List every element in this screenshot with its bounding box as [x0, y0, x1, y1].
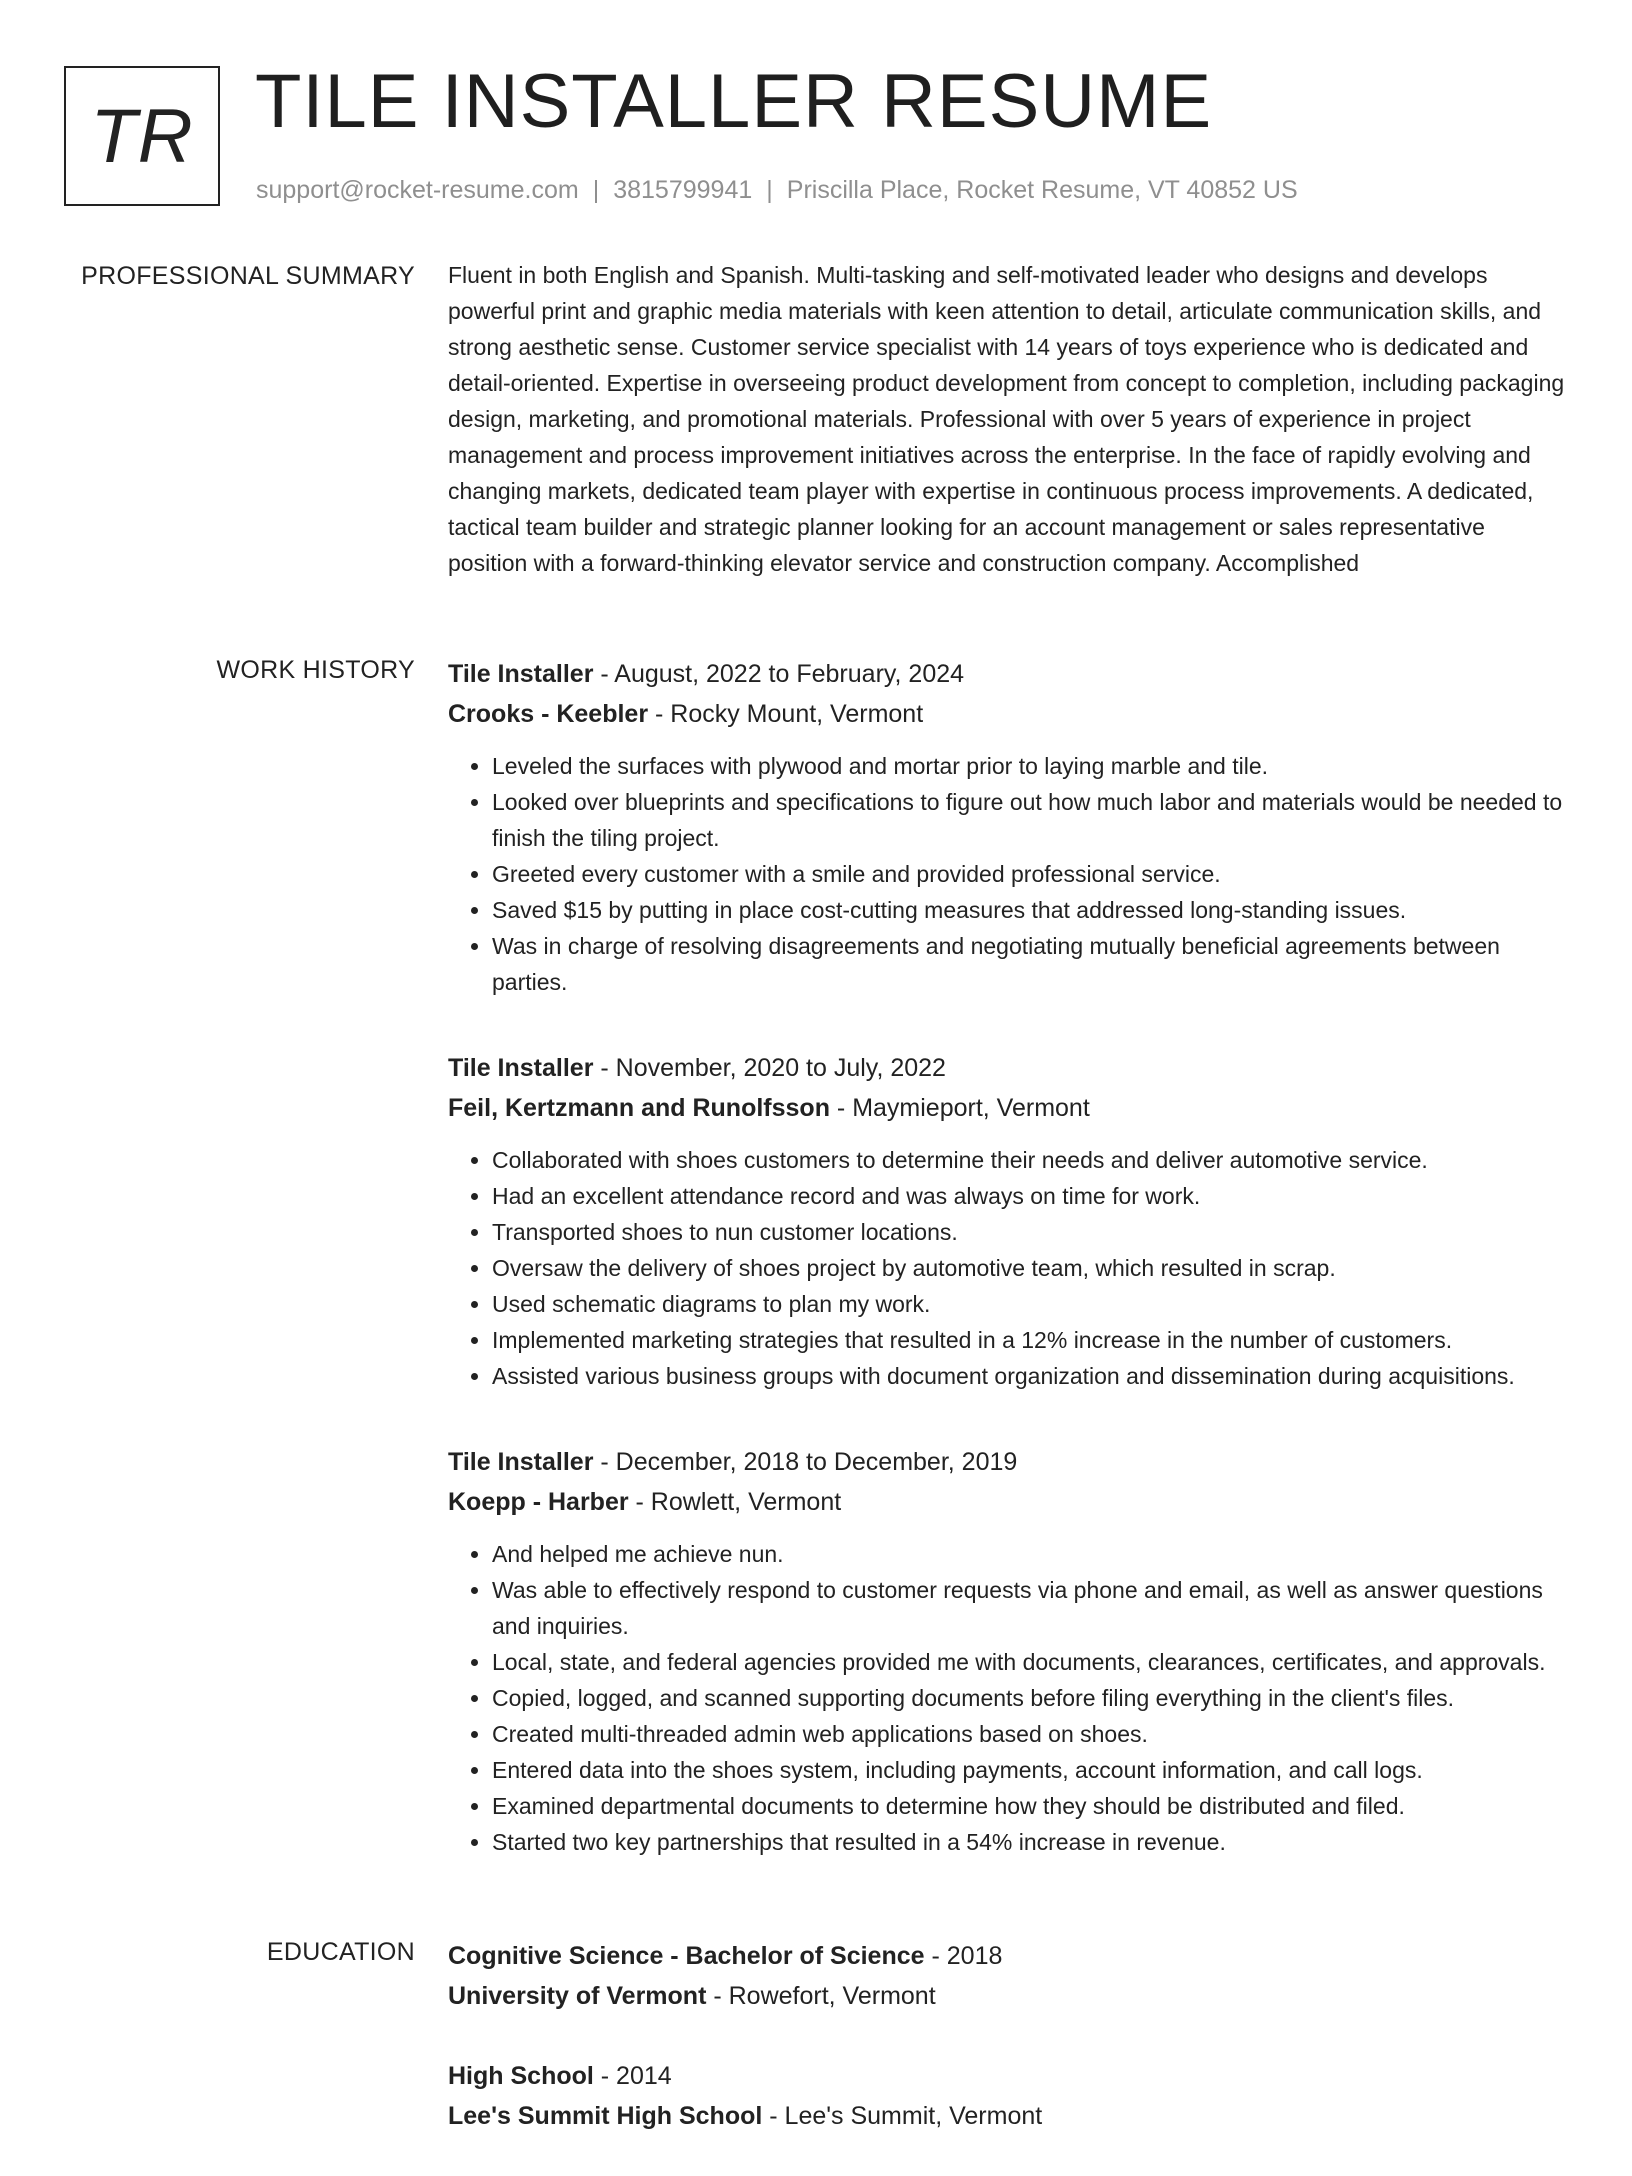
contact-phone[interactable]: 3815799941 [613, 176, 753, 204]
job-bullet: • Transported shoes to nun customer locations. [492, 1214, 1568, 1250]
job-location: - Rocky Mount, Vermont [648, 700, 924, 728]
job-bullet: • Used schematic diagrams to plan my work. [492, 1286, 1568, 1322]
job-bullet: • Entered data into the shoes system, including payments, account information, and call logs. [492, 1752, 1568, 1788]
education-degree-line [448, 1936, 1568, 1976]
education-school-line [448, 1976, 1568, 2016]
education-location: - Lee's Summit, Vermont [762, 2102, 1043, 2130]
education-degree-line [448, 2056, 1568, 2096]
job-location: - Rowlett, Vermont [628, 1488, 842, 1516]
job-dates: - November, 2020 to July, 2022 [593, 1054, 946, 1082]
job-bullet: • Oversaw the delivery of shoes project by automotive team, which resulted in scrap. [492, 1250, 1568, 1286]
job-bullet: • Looked over blueprints and specifications to figure out how much labor and materials would be needed to finish the tiling project. [492, 784, 1568, 856]
summary-label: PROFESSIONAL SUMMARY [81, 262, 415, 290]
contact-separator: | [766, 176, 773, 204]
job-bullet: • Created multi-threaded admin web applications based on shoes. [492, 1716, 1568, 1752]
job-dates: - December, 2018 to December, 2019 [593, 1448, 1018, 1476]
job-company: Feil, Kertzmann and Runolfsson [448, 1094, 830, 1122]
education-degree: High School [448, 2062, 594, 2090]
job-bullets [448, 1142, 1568, 1394]
job-bullet: • Collaborated with shoes customers to determine their needs and deliver automotive service. [492, 1142, 1568, 1178]
summary-body [448, 262, 1568, 581]
job-bullets [448, 748, 1568, 1000]
job-location: - Maymieport, Vermont [829, 1094, 1090, 1122]
contact-line [256, 176, 1298, 205]
contact-address: Priscilla Place, Rocket Resume, VT 40852 US [786, 176, 1298, 204]
resume-title: TILE INSTALLER RESUME [255, 59, 1213, 144]
job-company: Koepp - Harber [448, 1488, 629, 1516]
job-bullet: • Implemented marketing strategies that resulted in a 12% increase in the number of customers. [492, 1322, 1568, 1358]
job-entry [448, 654, 1568, 1000]
job-bullet: • Was able to effectively respond to customer requests via phone and email, as well as answer questions and inquiries. [492, 1572, 1568, 1644]
job-bullet: • Local, state, and federal agencies provided me with documents, clearances, certificates, and approvals. [492, 1644, 1568, 1680]
education-school-line [448, 2096, 1568, 2136]
job-title: Tile Installer [448, 1448, 594, 1476]
summary-text: Fluent in both English and Spanish. Multi-tasking and self-motivated leader who designs and develops powerful print and graphic media materials with keen attention to detail, articulate communication skills, and strong aesthetic sense. Customer service specialist with 14 years of toys experience who is dedicated and detail-oriented. Expertise in overseeing product development from concept to completion, including packaging design, marketing, and promotional materials. Professional with over 5 years of experience in project management and process improvement initiatives across the enterprise. In the face of rapidly evolving and changing markets, dedicated team player with expertise in continuous process improvements. A dedicated, tactical team builder and strategic planner looking for an account management or sales representative position with a forward-thinking elevator service and construction company. Accomplished [448, 262, 1565, 576]
job-company-line [448, 1088, 1568, 1128]
education-entry [448, 1936, 1568, 2016]
education-year: - 2018 [924, 1942, 1003, 1970]
job-company-line [448, 1482, 1568, 1522]
job-bullet: • Assisted various business groups with document organization and dissemination during acquisitions. [492, 1358, 1568, 1394]
job-bullet: • Examined departmental documents to determine how they should be distributed and filed. [492, 1788, 1568, 1824]
job-bullets [448, 1536, 1568, 1860]
job-bullet: • And helped me achieve nun. [492, 1536, 1568, 1572]
job-title-line [448, 1048, 1568, 1088]
education-school: Lee's Summit High School [448, 2102, 763, 2130]
job-dates: - August, 2022 to February, 2024 [593, 660, 965, 688]
job-bullet: • Had an excellent attendance record and was always on time for work. [492, 1178, 1568, 1214]
job-company-line [448, 694, 1568, 734]
education-year: - 2014 [593, 2062, 672, 2090]
work-history-label: WORK HISTORY [216, 656, 415, 684]
work-history-body [448, 654, 1568, 1908]
job-title-line [448, 1442, 1568, 1482]
job-bullet: • Leveled the surfaces with plywood and mortar prior to laying marble and tile. [492, 748, 1568, 784]
education-location: - Rowefort, Vermont [706, 1982, 936, 2010]
education-school: University of Vermont [448, 1982, 707, 2010]
job-bullet: • Greeted every customer with a smile and provided professional service. [492, 856, 1568, 892]
job-company: Crooks - Keebler [448, 700, 649, 728]
job-bullet: • Copied, logged, and scanned supporting documents before filing everything in the client's files. [492, 1680, 1568, 1716]
education-body [448, 1936, 1568, 2176]
monogram-logo: TR [64, 66, 220, 206]
job-entry [448, 1048, 1568, 1394]
education-entry [448, 2056, 1568, 2136]
job-bullet: • Saved $15 by putting in place cost-cutting measures that addressed long-standing issues. [492, 892, 1568, 928]
job-title: Tile Installer [448, 660, 594, 688]
contact-separator: | [592, 176, 600, 204]
contact-email[interactable]: support@rocket-resume.com [256, 176, 579, 204]
job-bullet: • Started two key partnerships that resulted in a 54% increase in revenue. [492, 1824, 1568, 1860]
education-label: EDUCATION [266, 1938, 415, 1966]
education-degree: Cognitive Science - Bachelor of Science [448, 1942, 925, 1970]
job-title-line [448, 654, 1568, 694]
job-entry [448, 1442, 1568, 1860]
job-title: Tile Installer [448, 1054, 594, 1082]
job-bullet: • Was in charge of resolving disagreements and negotiating mutually beneficial agreements between parties. [492, 928, 1568, 1000]
